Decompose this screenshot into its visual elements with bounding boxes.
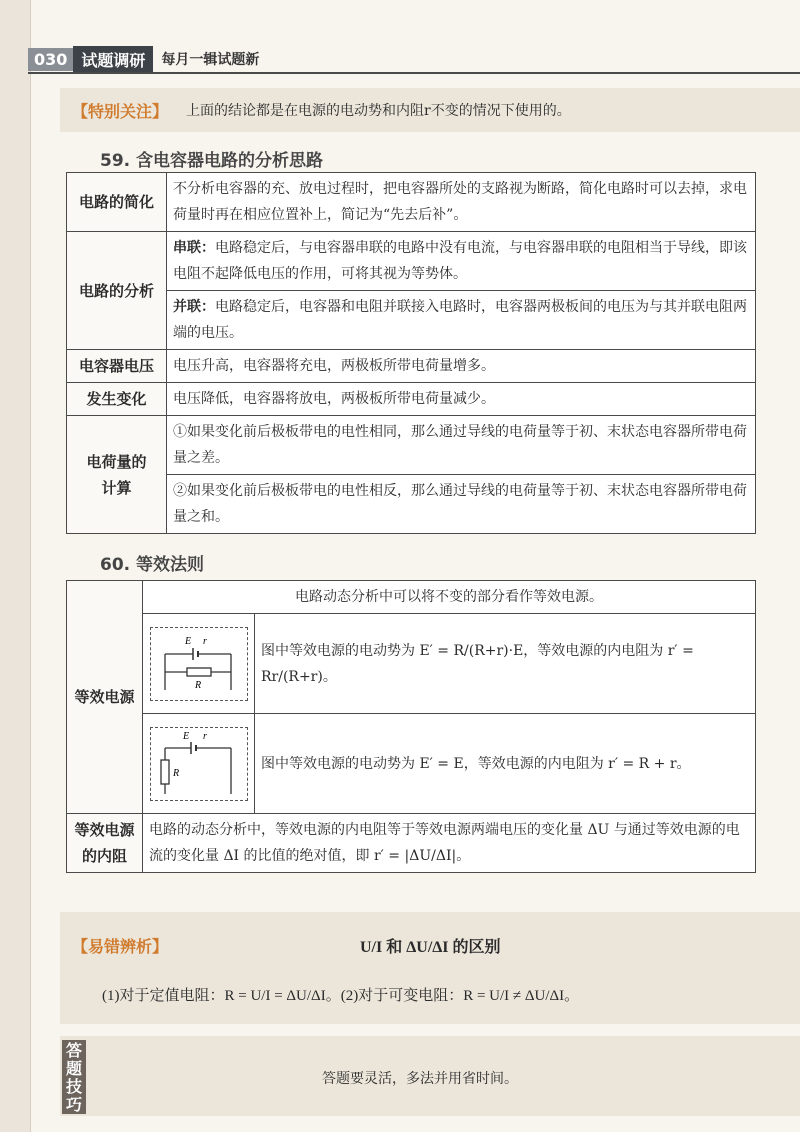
row-head-voltage-change-2: 发生变化 bbox=[67, 383, 167, 416]
circuit2-label-r: r bbox=[202, 730, 207, 742]
row-content-series bbox=[167, 232, 756, 291]
series-title: 每月一辑试题新 bbox=[161, 52, 260, 68]
circuit2-label-E: E bbox=[182, 730, 189, 742]
circuit2-label-R: R bbox=[172, 767, 179, 779]
section-60-title: 60. 等效法则 bbox=[100, 555, 205, 575]
equiv-intro: 电路动态分析中可以将不变的部分看作等效电源。 bbox=[143, 581, 756, 614]
special-note bbox=[60, 88, 800, 132]
special-note-tag: 【特别关注】 bbox=[72, 101, 169, 121]
row-content-charge-same: ①如果变化前后极板带电的电性相同，那么通过导线的电荷量等于初、末状态电容器所带电荷量之差。 bbox=[167, 416, 756, 475]
row-head-analysis: 电路的分析 bbox=[67, 232, 167, 350]
row-content-voltage-down: 电压降低，电容器将放电，两极板所带电荷量减少。 bbox=[167, 383, 756, 416]
inner-resistance-head bbox=[67, 814, 143, 873]
header-rule bbox=[28, 72, 800, 74]
row-head-simplify: 电路的简化 bbox=[67, 173, 167, 232]
inner-resistance-text: 电路的动态分析中，等效电源的内电阻等于等效电源两端电压的变化量 ΔU 与通过等效电源的电流的变化量 ΔI 的比值的绝对值，即 r′ = |ΔU/ΔI|。 bbox=[143, 814, 756, 873]
circuit1-label-R: R bbox=[194, 679, 201, 691]
page-number: 030 bbox=[28, 48, 73, 71]
circuit1-label-r: r bbox=[202, 635, 207, 647]
row-content-simplify: 不分析电容器的充、放电过程时，把电容器所处的支路视为断路，简化电路时可以去掉，求电荷量时再在相应位置补上，简记为“先去后补”。 bbox=[167, 173, 756, 232]
mistake-title: U/I 和 ΔU/ΔI 的区别 bbox=[360, 939, 501, 956]
parallel-text: 电路稳定后，电容器和电阻并联接入电路时，电容器两极板间的电压为与其并联电阻两端的电压。 bbox=[173, 299, 747, 341]
mistake-text: (1)对于定值电阻：R = U/I = ΔU/ΔI。(2)对于可变电阻：R = U/I ≠ ΔU/ΔI。 bbox=[102, 988, 580, 1004]
tips-side-tab: 答题技巧 bbox=[62, 1040, 86, 1114]
inner-head-line1: 等效电源 bbox=[74, 821, 135, 839]
circuit1-cell bbox=[143, 614, 255, 714]
mistake-tag: 【易错辨析】 bbox=[72, 937, 169, 956]
section-59-table bbox=[66, 172, 756, 534]
section-tag: 试题调研 bbox=[73, 46, 153, 73]
row-head-voltage-change-1: 电容器电压 bbox=[67, 350, 167, 383]
circuit1-svg bbox=[151, 628, 247, 700]
series-text: 电路稳定后，与电容器串联的电路中没有电流，与电容器串联的电阻相当于导线，即该电阻不起降低电压的作用，可将其视为等势体。 bbox=[173, 240, 747, 282]
row-content-parallel bbox=[167, 291, 756, 350]
circuit1-text: 图中等效电源的电动势为 E′ = R/(R+r)·E，等效电源的内电阻为 r′ = Rr/(R+r)。 bbox=[255, 614, 756, 714]
tips-text: 答题要灵活，多法并用省时间。 bbox=[322, 1071, 518, 1087]
charge-head-line2: 计算 bbox=[101, 478, 132, 497]
row-content-charge-opposite: ②如果变化前后极板带电的电性相反，那么通过导线的电荷量等于初、末状态电容器所带电荷量之和。 bbox=[167, 475, 756, 534]
section-60-table bbox=[66, 580, 756, 873]
parallel-label: 并联： bbox=[173, 299, 215, 315]
section-59-title: 59. 含电容器电路的分析思路 bbox=[100, 151, 324, 171]
tips-box bbox=[60, 1036, 800, 1116]
series-label: 串联： bbox=[173, 240, 215, 256]
inner-head-line2: 的内阻 bbox=[81, 847, 127, 865]
circuit-diagram-1 bbox=[150, 627, 248, 701]
circuit2-svg bbox=[151, 728, 247, 800]
equiv-source-head: 等效电源 bbox=[67, 581, 143, 814]
row-content-voltage-up: 电压升高，电容器将充电，两极板所带电荷量增多。 bbox=[167, 350, 756, 383]
row-head-charge-calc bbox=[67, 416, 167, 534]
mistake-box bbox=[60, 912, 800, 1024]
circuit2-cell bbox=[143, 714, 255, 814]
circuit2-text: 图中等效电源的电动势为 E′ = E，等效电源的内电阻为 r′ = R + r。 bbox=[255, 714, 756, 814]
charge-head-line1: 电荷量的 bbox=[86, 452, 147, 471]
special-note-text: 上面的结论都是在电源的电动势和内阻r不变的情况下使用的。 bbox=[186, 103, 571, 119]
page-header bbox=[28, 46, 259, 72]
circuit1-label-E: E bbox=[184, 635, 191, 647]
circuit-diagram-2 bbox=[150, 727, 248, 801]
page-edge bbox=[0, 0, 31, 1132]
